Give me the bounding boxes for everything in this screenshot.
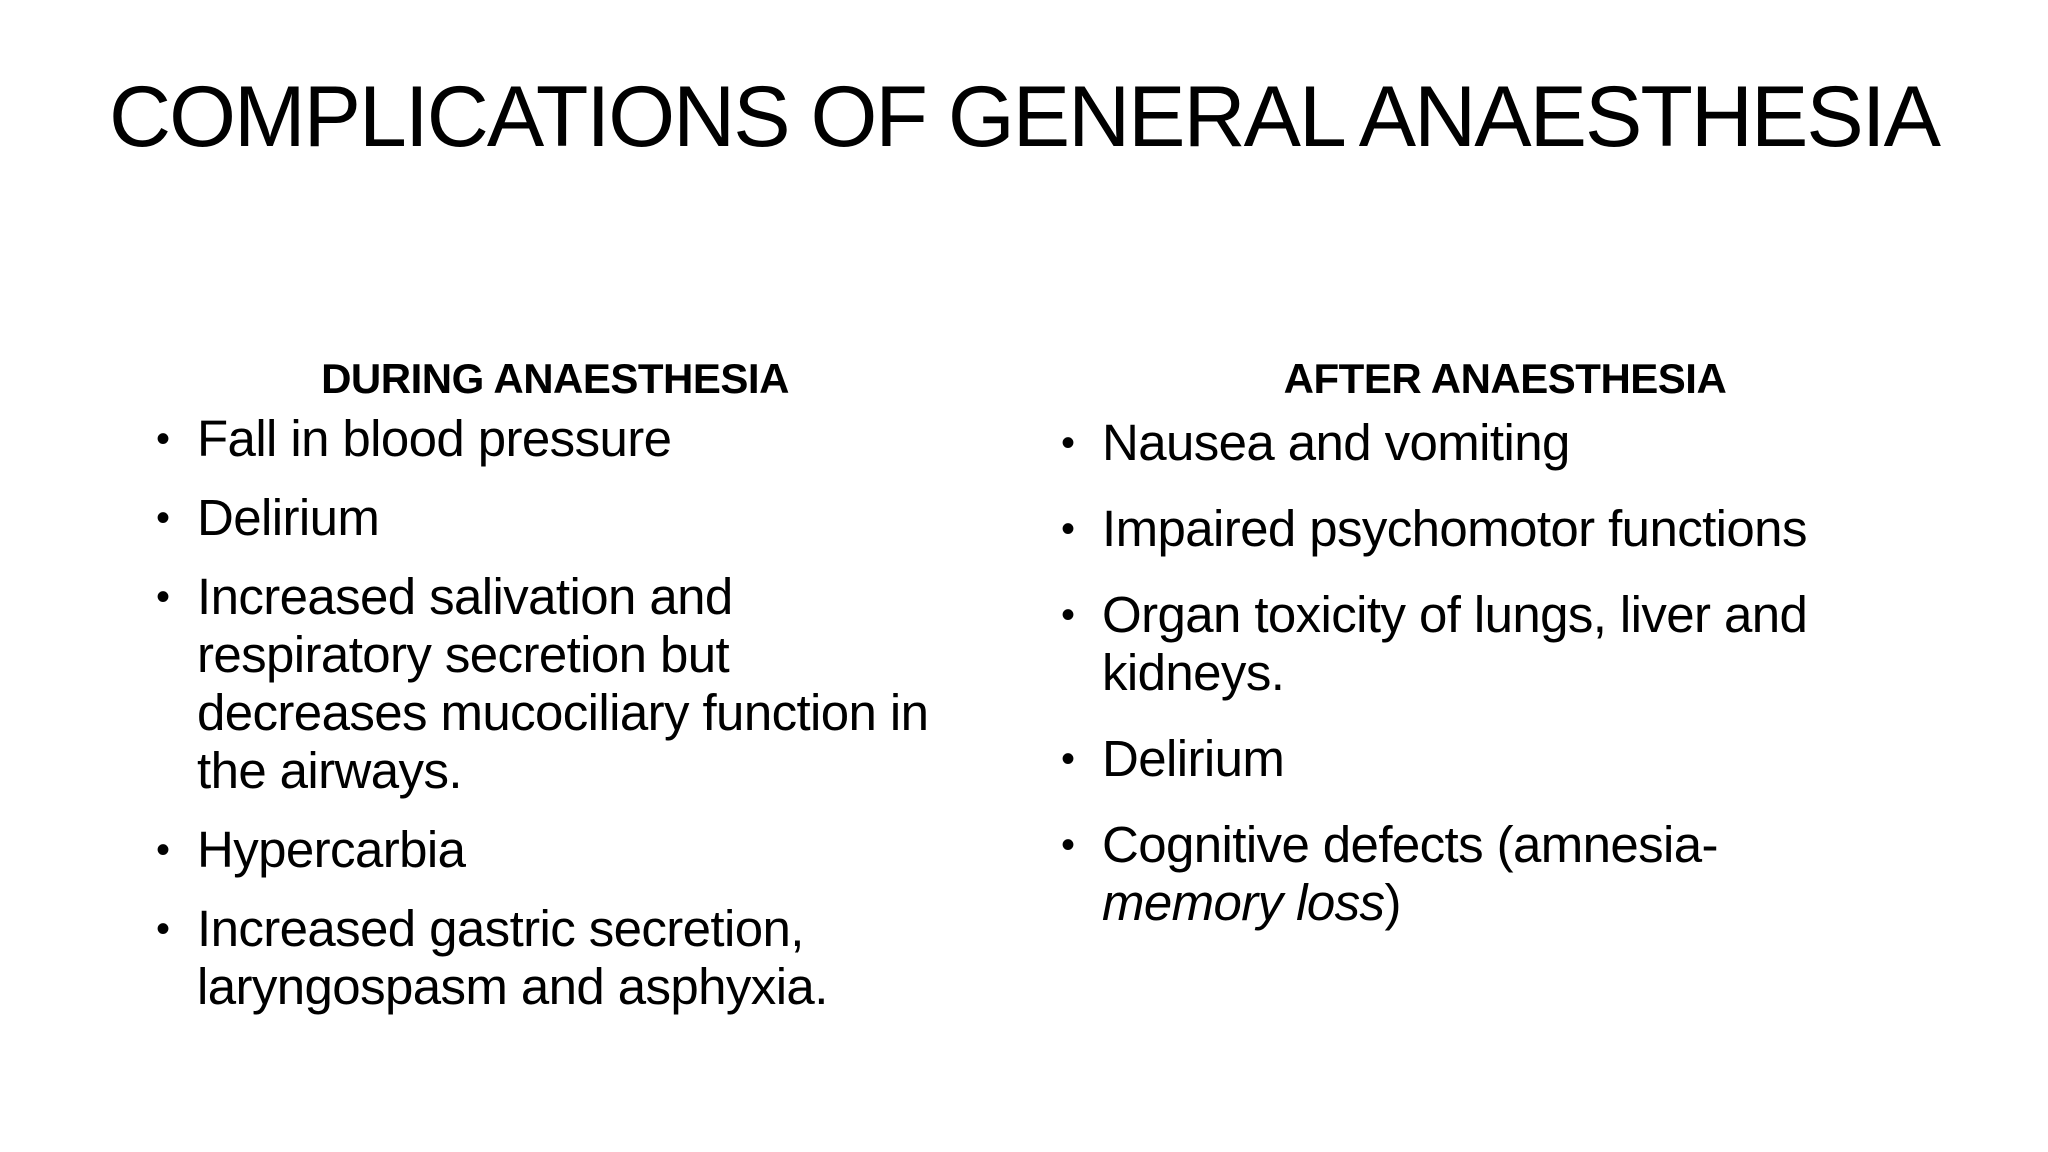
after-anaesthesia-list: [1055, 414, 1955, 932]
list-item: [150, 900, 967, 1016]
bullet-icon: •: [1061, 421, 1075, 466]
during-anaesthesia-column: [150, 356, 980, 1037]
list-item-text: Organ toxicity of lungs, liver and kidneys.: [1102, 586, 1808, 702]
bullet-icon: •: [156, 417, 170, 462]
list-item-text: Increased salivation and respiratory secretion but decreases mucociliary function in the airways.: [197, 568, 929, 800]
list-item-text: Hypercarbia: [197, 821, 466, 879]
cognitive-suffix: ): [1384, 874, 1401, 932]
bullet-icon: •: [1061, 823, 1075, 868]
list-item-text: Nausea and vomiting: [1102, 414, 1570, 472]
after-anaesthesia-column: [1055, 356, 1955, 960]
bullet-icon: •: [156, 907, 170, 952]
list-item: [1055, 586, 1922, 702]
list-item-text: Fall in blood pressure: [197, 410, 672, 468]
list-item: [1055, 816, 1822, 932]
bullet-icon: •: [156, 496, 170, 541]
list-item-text: Delirium: [1102, 730, 1285, 788]
bullet-icon: •: [156, 575, 170, 620]
bullet-icon: •: [156, 828, 170, 873]
list-item-text: [1102, 816, 1718, 931]
list-item-text: Impaired psychomotor functions: [1102, 500, 1807, 558]
list-item: [1055, 730, 1955, 788]
cognitive-italic: memory loss: [1102, 874, 1385, 932]
slide-title: COMPLICATIONS OF GENERAL ANAESTHESIA: [109, 69, 1939, 165]
bullet-icon: •: [1061, 737, 1075, 782]
list-item: [150, 568, 967, 800]
list-item: [150, 410, 980, 468]
list-item-text: Delirium: [197, 489, 380, 547]
bullet-icon: •: [1061, 593, 1075, 638]
after-anaesthesia-heading: AFTER ANAESTHESIA: [1283, 355, 1727, 402]
during-anaesthesia-list: [150, 410, 980, 1016]
cognitive-prefix: Cognitive defects (amnesia-: [1102, 816, 1718, 874]
list-item: [150, 489, 980, 547]
list-item: [1055, 414, 1955, 472]
list-item-text: Increased gastric secretion, laryngospasm and asphyxia.: [197, 900, 828, 1016]
bullet-icon: •: [1061, 507, 1075, 552]
list-item: [150, 821, 980, 879]
during-anaesthesia-heading: DURING ANAESTHESIA: [321, 355, 789, 402]
list-item: [1055, 500, 1955, 558]
